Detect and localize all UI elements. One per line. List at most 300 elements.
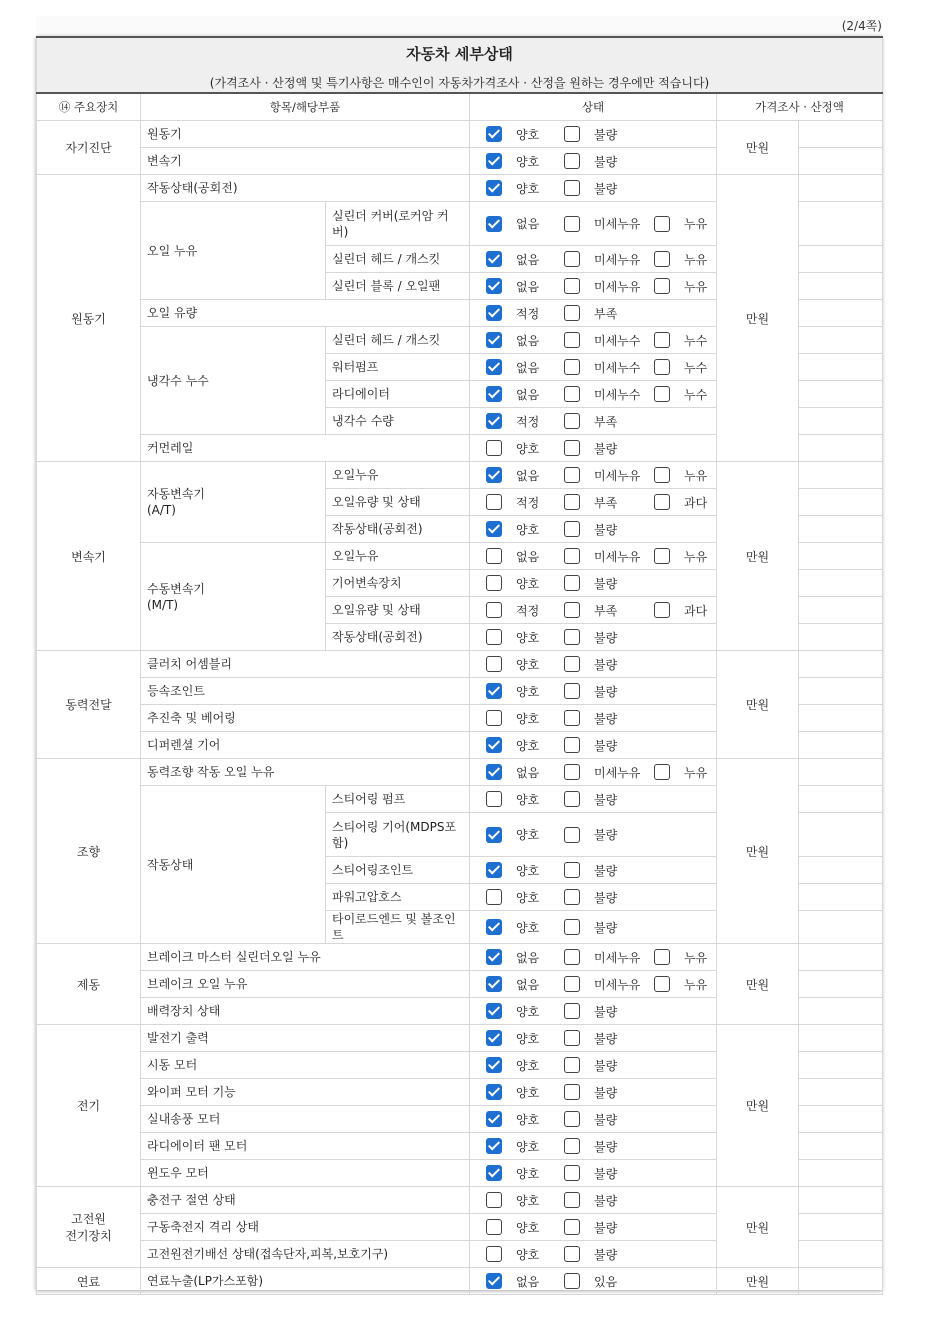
- option-label: 불량: [594, 738, 618, 753]
- price-value-cell[interactable]: [799, 381, 883, 408]
- unchecked-checkbox-icon[interactable]: [564, 1219, 580, 1235]
- unchecked-checkbox-icon[interactable]: [486, 656, 502, 672]
- price-value-cell[interactable]: [799, 1214, 883, 1241]
- option-label: 양호: [516, 738, 540, 753]
- status-option[interactable]: [486, 575, 564, 592]
- status-option[interactable]: [654, 251, 714, 268]
- price-value-cell[interactable]: [799, 624, 883, 651]
- status-option[interactable]: [486, 180, 564, 197]
- checked-checkbox-icon[interactable]: [486, 1111, 502, 1127]
- unchecked-checkbox-icon[interactable]: [654, 467, 670, 483]
- status-option[interactable]: [564, 1111, 654, 1128]
- status-option[interactable]: [654, 215, 714, 232]
- status-option[interactable]: [564, 949, 654, 966]
- status-option[interactable]: [654, 949, 714, 966]
- status-option[interactable]: [486, 683, 564, 700]
- status-option[interactable]: [564, 153, 654, 170]
- status-option[interactable]: [486, 359, 564, 376]
- status-option[interactable]: [564, 1246, 654, 1263]
- price-value-cell[interactable]: [799, 175, 883, 202]
- price-value-cell[interactable]: [799, 884, 883, 911]
- unchecked-checkbox-icon[interactable]: [486, 1192, 502, 1208]
- unchecked-checkbox-icon[interactable]: [654, 494, 670, 510]
- unchecked-checkbox-icon[interactable]: [564, 1003, 580, 1019]
- status-option[interactable]: [564, 1138, 654, 1155]
- status-option[interactable]: [654, 386, 714, 403]
- checked-checkbox-icon[interactable]: [486, 949, 502, 965]
- price-value-cell[interactable]: [799, 202, 883, 246]
- status-option[interactable]: [564, 440, 654, 457]
- unchecked-checkbox-icon[interactable]: [486, 494, 502, 510]
- price-unit: 만원: [717, 1025, 799, 1187]
- status-option[interactable]: [486, 656, 564, 673]
- unchecked-checkbox-icon[interactable]: [486, 791, 502, 807]
- price-unit: 만원: [717, 1268, 799, 1295]
- price-value-cell[interactable]: [799, 246, 883, 273]
- checked-checkbox-icon[interactable]: [486, 332, 502, 348]
- sub-item-label: 냉각수 수량: [326, 408, 470, 435]
- unchecked-checkbox-icon[interactable]: [564, 305, 580, 321]
- option-label: 불량: [594, 576, 618, 591]
- status-option[interactable]: [486, 494, 564, 511]
- option-label: 양호: [516, 863, 540, 878]
- status-option[interactable]: [486, 1138, 564, 1155]
- status-option[interactable]: [486, 386, 564, 403]
- unchecked-checkbox-icon[interactable]: [564, 791, 580, 807]
- status-option[interactable]: [564, 251, 654, 268]
- checked-checkbox-icon[interactable]: [486, 1165, 502, 1181]
- detail-status-table: [36, 36, 883, 1295]
- unchecked-checkbox-icon[interactable]: [654, 332, 670, 348]
- form-header: [37, 37, 883, 93]
- price-value-cell[interactable]: [799, 1079, 883, 1106]
- price-value-cell[interactable]: [799, 435, 883, 462]
- unchecked-checkbox-icon[interactable]: [564, 386, 580, 402]
- unchecked-checkbox-icon[interactable]: [564, 1192, 580, 1208]
- status-options: [470, 462, 717, 489]
- status-option[interactable]: [486, 602, 564, 619]
- price-value-cell[interactable]: [799, 1160, 883, 1187]
- group-label: 자기진단: [37, 121, 141, 175]
- unchecked-checkbox-icon[interactable]: [564, 1084, 580, 1100]
- status-option[interactable]: [486, 737, 564, 754]
- checked-checkbox-icon[interactable]: [486, 278, 502, 294]
- unchecked-checkbox-icon[interactable]: [486, 1246, 502, 1262]
- status-option[interactable]: [654, 332, 714, 349]
- status-option[interactable]: [654, 976, 714, 993]
- option-label: 미세누유: [594, 977, 641, 992]
- price-value-cell[interactable]: [799, 516, 883, 543]
- unchecked-checkbox-icon[interactable]: [654, 602, 670, 618]
- status-option[interactable]: [564, 1219, 654, 1236]
- item-label: 브레이크 마스터 실린더오일 누유: [141, 944, 470, 971]
- option-label: 없음: [516, 333, 540, 348]
- price-value-cell[interactable]: [799, 678, 883, 705]
- sub-item-label: 기어변속장치: [326, 570, 470, 597]
- status-options: [470, 944, 717, 971]
- price-value-cell[interactable]: [799, 1268, 883, 1295]
- status-option[interactable]: [564, 278, 654, 295]
- status-option[interactable]: [564, 413, 654, 430]
- price-value-cell[interactable]: [799, 944, 883, 971]
- price-value-cell[interactable]: [799, 273, 883, 300]
- status-option[interactable]: [486, 1111, 564, 1128]
- option-label: 불량: [594, 684, 618, 699]
- unchecked-checkbox-icon[interactable]: [564, 889, 580, 905]
- unchecked-checkbox-icon[interactable]: [564, 180, 580, 196]
- price-value-cell[interactable]: [799, 786, 883, 813]
- price-value-cell[interactable]: [799, 651, 883, 678]
- status-option[interactable]: [564, 521, 654, 538]
- unchecked-checkbox-icon[interactable]: [564, 278, 580, 294]
- checked-checkbox-icon[interactable]: [486, 467, 502, 483]
- unchecked-checkbox-icon[interactable]: [654, 359, 670, 375]
- price-value-cell[interactable]: [799, 1052, 883, 1079]
- status-option[interactable]: [654, 764, 714, 781]
- status-option[interactable]: [564, 1273, 654, 1290]
- price-value-cell[interactable]: [799, 1241, 883, 1268]
- unchecked-checkbox-icon[interactable]: [564, 1030, 580, 1046]
- checked-checkbox-icon[interactable]: [486, 413, 502, 429]
- unchecked-checkbox-icon[interactable]: [564, 656, 580, 672]
- checked-checkbox-icon[interactable]: [486, 1003, 502, 1019]
- unchecked-checkbox-icon[interactable]: [654, 976, 670, 992]
- status-option[interactable]: [564, 791, 654, 808]
- unchecked-checkbox-icon[interactable]: [654, 386, 670, 402]
- checked-checkbox-icon[interactable]: [486, 1084, 502, 1100]
- unchecked-checkbox-icon[interactable]: [564, 1273, 580, 1289]
- item-label: 클러치 어셈블리: [141, 651, 470, 678]
- item-label: 연료누출(LP가스포함): [141, 1268, 470, 1295]
- status-option[interactable]: [654, 494, 714, 511]
- unchecked-checkbox-icon[interactable]: [654, 278, 670, 294]
- status-option[interactable]: [654, 467, 714, 484]
- status-option[interactable]: [564, 1057, 654, 1074]
- status-options: [470, 1052, 717, 1079]
- unchecked-checkbox-icon[interactable]: [564, 949, 580, 965]
- unchecked-checkbox-icon[interactable]: [564, 126, 580, 142]
- group-label: 전기: [37, 1025, 141, 1187]
- status-options: [470, 489, 717, 516]
- status-options: [470, 1079, 717, 1106]
- status-option[interactable]: [486, 919, 564, 936]
- status-option[interactable]: [564, 826, 654, 843]
- checked-checkbox-icon[interactable]: [486, 180, 502, 196]
- unchecked-checkbox-icon[interactable]: [486, 1219, 502, 1235]
- price-value-cell[interactable]: [799, 354, 883, 381]
- status-options: [470, 516, 717, 543]
- status-option[interactable]: [486, 1219, 564, 1236]
- status-option[interactable]: [564, 575, 654, 592]
- status-option[interactable]: [486, 862, 564, 879]
- status-options: [470, 813, 717, 857]
- price-value-cell[interactable]: [799, 998, 883, 1025]
- status-option[interactable]: [486, 1165, 564, 1182]
- price-value-cell[interactable]: [799, 971, 883, 998]
- checked-checkbox-icon[interactable]: [486, 216, 502, 232]
- unchecked-checkbox-icon[interactable]: [654, 548, 670, 564]
- sub-item-label: 오일유량 및 상태: [326, 489, 470, 516]
- unchecked-checkbox-icon[interactable]: [654, 764, 670, 780]
- status-option[interactable]: [486, 1246, 564, 1263]
- checked-checkbox-icon[interactable]: [486, 919, 502, 935]
- status-option[interactable]: [564, 386, 654, 403]
- item-label: 커먼레일: [141, 435, 470, 462]
- price-value-cell[interactable]: [799, 570, 883, 597]
- item-label: 동력조향 작동 오일 누유: [141, 759, 470, 786]
- status-option[interactable]: [564, 1003, 654, 1020]
- option-label: 양호: [516, 181, 540, 196]
- price-value-cell[interactable]: [799, 462, 883, 489]
- status-option[interactable]: [564, 126, 654, 143]
- status-option[interactable]: [564, 359, 654, 376]
- status-option[interactable]: [654, 548, 714, 565]
- status-options: [470, 678, 717, 705]
- unchecked-checkbox-icon[interactable]: [564, 413, 580, 429]
- unchecked-checkbox-icon[interactable]: [564, 1165, 580, 1181]
- item-label: 고전원전기배선 상태(접속단자,피복,보호기구): [141, 1241, 470, 1268]
- checked-checkbox-icon[interactable]: [486, 251, 502, 267]
- sub-item-label: 타이로드엔드 및 볼조인트: [326, 911, 470, 944]
- item-label: 발전기 출력: [141, 1025, 470, 1052]
- status-option[interactable]: [564, 889, 654, 906]
- option-label: 미세누유: [594, 950, 641, 965]
- price-value-cell[interactable]: [799, 813, 883, 857]
- unchecked-checkbox-icon[interactable]: [564, 827, 580, 843]
- price-value-cell[interactable]: [799, 732, 883, 759]
- status-option[interactable]: [486, 1273, 564, 1290]
- price-value-cell[interactable]: [799, 1133, 883, 1160]
- status-option[interactable]: [486, 305, 564, 322]
- status-options: [470, 1268, 717, 1295]
- item-label: 배력장치 상태: [141, 998, 470, 1025]
- unchecked-checkbox-icon[interactable]: [564, 1138, 580, 1154]
- unchecked-checkbox-icon[interactable]: [564, 919, 580, 935]
- status-option[interactable]: [564, 1030, 654, 1047]
- status-option[interactable]: [486, 548, 564, 565]
- price-value-cell[interactable]: [799, 327, 883, 354]
- checked-checkbox-icon[interactable]: [486, 305, 502, 321]
- unchecked-checkbox-icon[interactable]: [564, 467, 580, 483]
- checked-checkbox-icon[interactable]: [486, 521, 502, 537]
- status-option[interactable]: [486, 949, 564, 966]
- price-value-cell[interactable]: [799, 911, 883, 944]
- status-option[interactable]: [486, 1057, 564, 1074]
- price-value-cell[interactable]: [799, 543, 883, 570]
- status-option[interactable]: [486, 791, 564, 808]
- status-option[interactable]: [564, 467, 654, 484]
- item-label: 수동변속기 (M/T): [141, 543, 326, 651]
- status-option[interactable]: [564, 602, 654, 619]
- status-options: [470, 570, 717, 597]
- price-value-cell[interactable]: [799, 408, 883, 435]
- price-value-cell[interactable]: [799, 1187, 883, 1214]
- option-label: 과다: [684, 603, 708, 618]
- status-option[interactable]: [486, 1030, 564, 1047]
- option-label: 불량: [594, 828, 618, 842]
- status-option[interactable]: [486, 764, 564, 781]
- unchecked-checkbox-icon[interactable]: [564, 629, 580, 645]
- checked-checkbox-icon[interactable]: [486, 386, 502, 402]
- unchecked-checkbox-icon[interactable]: [564, 710, 580, 726]
- unchecked-checkbox-icon[interactable]: [564, 862, 580, 878]
- option-label: 미세누수: [594, 333, 641, 348]
- status-option[interactable]: [564, 180, 654, 197]
- unchecked-checkbox-icon[interactable]: [564, 216, 580, 232]
- status-option[interactable]: [564, 656, 654, 673]
- status-option[interactable]: [486, 332, 564, 349]
- status-option[interactable]: [486, 826, 564, 843]
- checked-checkbox-icon[interactable]: [486, 1273, 502, 1289]
- checked-checkbox-icon[interactable]: [486, 683, 502, 699]
- price-value-cell[interactable]: [799, 705, 883, 732]
- table-row: [37, 1268, 883, 1295]
- item-label: 실내송풍 모터: [141, 1106, 470, 1133]
- unchecked-checkbox-icon[interactable]: [564, 521, 580, 537]
- price-value-cell[interactable]: [799, 1106, 883, 1133]
- price-value-cell[interactable]: [799, 300, 883, 327]
- unchecked-checkbox-icon[interactable]: [564, 251, 580, 267]
- status-options: [470, 121, 717, 148]
- option-label: 불량: [594, 1031, 618, 1046]
- status-option[interactable]: [564, 710, 654, 727]
- status-option[interactable]: [486, 278, 564, 295]
- status-option[interactable]: [564, 1165, 654, 1182]
- status-options: [470, 354, 717, 381]
- option-label: 누유: [684, 468, 708, 483]
- status-option[interactable]: [486, 153, 564, 170]
- checked-checkbox-icon[interactable]: [486, 1030, 502, 1046]
- status-option[interactable]: [486, 1003, 564, 1020]
- status-option[interactable]: [486, 215, 564, 232]
- status-option[interactable]: [486, 521, 564, 538]
- status-option[interactable]: [654, 602, 714, 619]
- option-label: 양호: [516, 1220, 540, 1235]
- unchecked-checkbox-icon[interactable]: [654, 949, 670, 965]
- unchecked-checkbox-icon[interactable]: [486, 602, 502, 618]
- checked-checkbox-icon[interactable]: [486, 1057, 502, 1073]
- unchecked-checkbox-icon[interactable]: [486, 889, 502, 905]
- option-label: 불량: [594, 1247, 618, 1262]
- unchecked-checkbox-icon[interactable]: [564, 548, 580, 564]
- unchecked-checkbox-icon[interactable]: [654, 216, 670, 232]
- status-option[interactable]: [564, 737, 654, 754]
- option-label: 불량: [594, 522, 618, 537]
- unchecked-checkbox-icon[interactable]: [564, 440, 580, 456]
- status-option[interactable]: [486, 976, 564, 993]
- price-value-cell[interactable]: [799, 489, 883, 516]
- status-option[interactable]: [486, 126, 564, 143]
- unchecked-checkbox-icon[interactable]: [486, 710, 502, 726]
- checked-checkbox-icon[interactable]: [486, 359, 502, 375]
- unchecked-checkbox-icon[interactable]: [654, 251, 670, 267]
- unchecked-checkbox-icon[interactable]: [486, 548, 502, 564]
- checked-checkbox-icon[interactable]: [486, 764, 502, 780]
- status-option[interactable]: [486, 1192, 564, 1209]
- unchecked-checkbox-icon[interactable]: [564, 575, 580, 591]
- header-item: 항목/해당부품: [141, 93, 470, 121]
- sub-item-label: 워터펌프: [326, 354, 470, 381]
- unchecked-checkbox-icon[interactable]: [564, 1057, 580, 1073]
- status-option[interactable]: [564, 494, 654, 511]
- unchecked-checkbox-icon[interactable]: [564, 494, 580, 510]
- option-label: 누유: [684, 252, 708, 267]
- status-option[interactable]: [486, 251, 564, 268]
- table-row: [37, 462, 883, 489]
- status-option[interactable]: [564, 1192, 654, 1209]
- status-option[interactable]: [486, 440, 564, 457]
- status-option[interactable]: [564, 629, 654, 646]
- status-option[interactable]: [486, 467, 564, 484]
- status-option[interactable]: [564, 215, 654, 232]
- status-options: [470, 732, 717, 759]
- option-label: 불량: [594, 863, 618, 878]
- status-option[interactable]: [486, 1084, 564, 1101]
- status-option[interactable]: [564, 919, 654, 936]
- price-value-cell[interactable]: [799, 857, 883, 884]
- checked-checkbox-icon[interactable]: [486, 1138, 502, 1154]
- status-option[interactable]: [486, 889, 564, 906]
- status-option[interactable]: [654, 359, 714, 376]
- status-option[interactable]: [486, 629, 564, 646]
- status-option[interactable]: [564, 683, 654, 700]
- price-value-cell[interactable]: [799, 597, 883, 624]
- status-option[interactable]: [564, 548, 654, 565]
- unchecked-checkbox-icon[interactable]: [564, 332, 580, 348]
- unchecked-checkbox-icon[interactable]: [564, 359, 580, 375]
- status-options: [470, 1214, 717, 1241]
- option-label: 양호: [516, 1085, 540, 1100]
- option-label: 적정: [516, 306, 540, 321]
- checked-checkbox-icon[interactable]: [486, 976, 502, 992]
- status-option[interactable]: [486, 413, 564, 430]
- option-label: 누수: [684, 333, 708, 348]
- unchecked-checkbox-icon[interactable]: [564, 1246, 580, 1262]
- unchecked-checkbox-icon[interactable]: [564, 602, 580, 618]
- status-option[interactable]: [564, 764, 654, 781]
- unchecked-checkbox-icon[interactable]: [564, 764, 580, 780]
- option-label: 누유: [684, 217, 708, 231]
- price-value-cell[interactable]: [799, 1025, 883, 1052]
- unchecked-checkbox-icon[interactable]: [564, 153, 580, 169]
- option-label: 누수: [684, 360, 708, 375]
- price-value-cell[interactable]: [799, 121, 883, 148]
- status-option[interactable]: [564, 305, 654, 322]
- item-label: 와이퍼 모터 기능: [141, 1079, 470, 1106]
- unchecked-checkbox-icon[interactable]: [486, 440, 502, 456]
- status-option[interactable]: [486, 710, 564, 727]
- checked-checkbox-icon[interactable]: [486, 126, 502, 142]
- unchecked-checkbox-icon[interactable]: [564, 1111, 580, 1127]
- status-option[interactable]: [564, 1084, 654, 1101]
- checked-checkbox-icon[interactable]: [486, 153, 502, 169]
- unchecked-checkbox-icon[interactable]: [564, 737, 580, 753]
- unchecked-checkbox-icon[interactable]: [564, 683, 580, 699]
- unchecked-checkbox-icon[interactable]: [486, 575, 502, 591]
- unchecked-checkbox-icon[interactable]: [564, 976, 580, 992]
- status-option[interactable]: [564, 332, 654, 349]
- status-option[interactable]: [564, 862, 654, 879]
- checked-checkbox-icon[interactable]: [486, 737, 502, 753]
- status-option[interactable]: [564, 976, 654, 993]
- status-option[interactable]: [654, 278, 714, 295]
- unchecked-checkbox-icon[interactable]: [486, 629, 502, 645]
- checked-checkbox-icon[interactable]: [486, 862, 502, 878]
- option-label: 양호: [516, 154, 540, 169]
- price-value-cell[interactable]: [799, 759, 883, 786]
- price-value-cell[interactable]: [799, 148, 883, 175]
- checked-checkbox-icon[interactable]: [486, 827, 502, 843]
